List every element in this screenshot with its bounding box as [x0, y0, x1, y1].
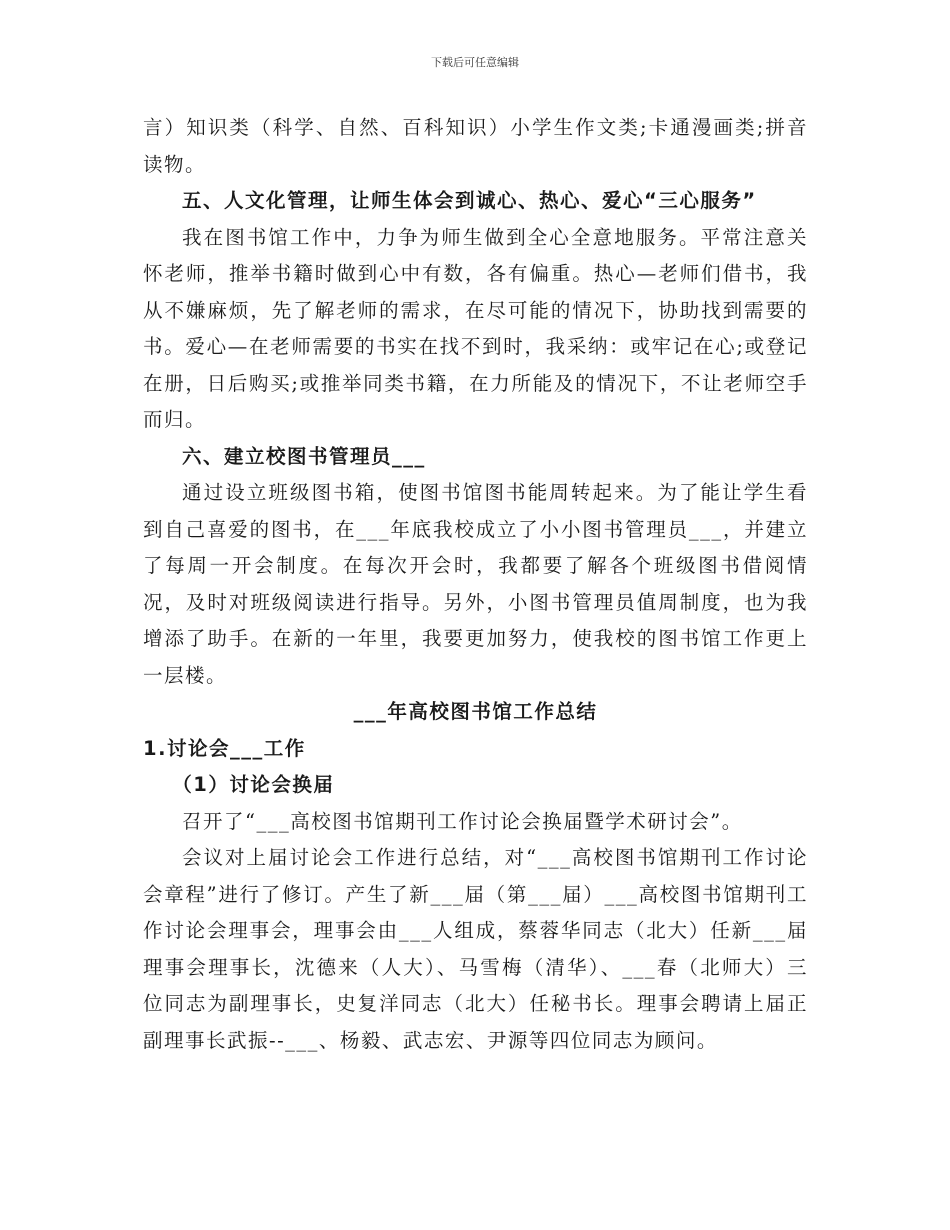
- paragraph: 会议对上届讨论会工作进行总结，对“___高校图书馆期刊工作讨论会章程”进行了修订。产生了新___届（第___届）___高校图书馆期刊工作讨论会理事会，理事会由___人组成，蔡蓉华同志（北大）任新___届理事会理事长，沈德来（人大）、马雪梅（清华）、___春（北师大）三位同志为副理事长，史复洋同志（北大）任秘书长。理事会聘请上届正副理事长武振--___、杨毅、武志宏、尹源等四位同志为顾问。: [143, 846, 808, 1052]
- paragraph: 通过设立班级图书箱，使图书馆图书能周转起来。为了能让学生看到自己喜爱的图书，在___年底我校成立了小小图书管理员___，并建立了每周一开会制度。在每次开会时，我都要了解各个班级图书借阅情况，及时对班级阅读进行指导。另外，小图书管理员值周制度，也为我增添了助手。在新的一年里，我要更加努力，使我校的图书馆工作更上一层楼。: [143, 481, 808, 687]
- document-title: ___年高校图书馆工作总结: [353, 700, 598, 723]
- subsection-heading: （1）讨论会换届: [172, 773, 335, 796]
- page-header: 下载后可任意编辑: [431, 56, 519, 69]
- section-heading: 六、建立校图书管理员___: [182, 444, 426, 468]
- document-body: [143, 110, 808, 1059]
- section-heading: 1.讨论会___工作: [143, 736, 306, 760]
- paragraph: 召开了“___高校图书馆期刊工作讨论会换届暨学术研讨会”。: [182, 809, 743, 833]
- section-heading: 五、人文化管理，让师生体会到诚心、热心、爱心“三心服务”: [182, 189, 757, 212]
- paragraph: 言）知识类（科学、自然、百科知识）小学生作文类;卡通漫画类;拼音读物。: [143, 116, 808, 176]
- paragraph: 我在图书馆工作中，力争为师生做到全心全意地服务。平常注意关怀老师，推举书籍时做到心中有数，各有偏重。热心—老师们借书，我从不嫌麻烦，先了解老师的需求，在尽可能的情况下，协助找到需要的书。爱心—在老师需要的书实在找不到时，我采纳：或牢记在心;或登记在册，日后购买;或推举同类书籍，在力所能及的情况下，不让老师空手而归。: [143, 225, 808, 431]
